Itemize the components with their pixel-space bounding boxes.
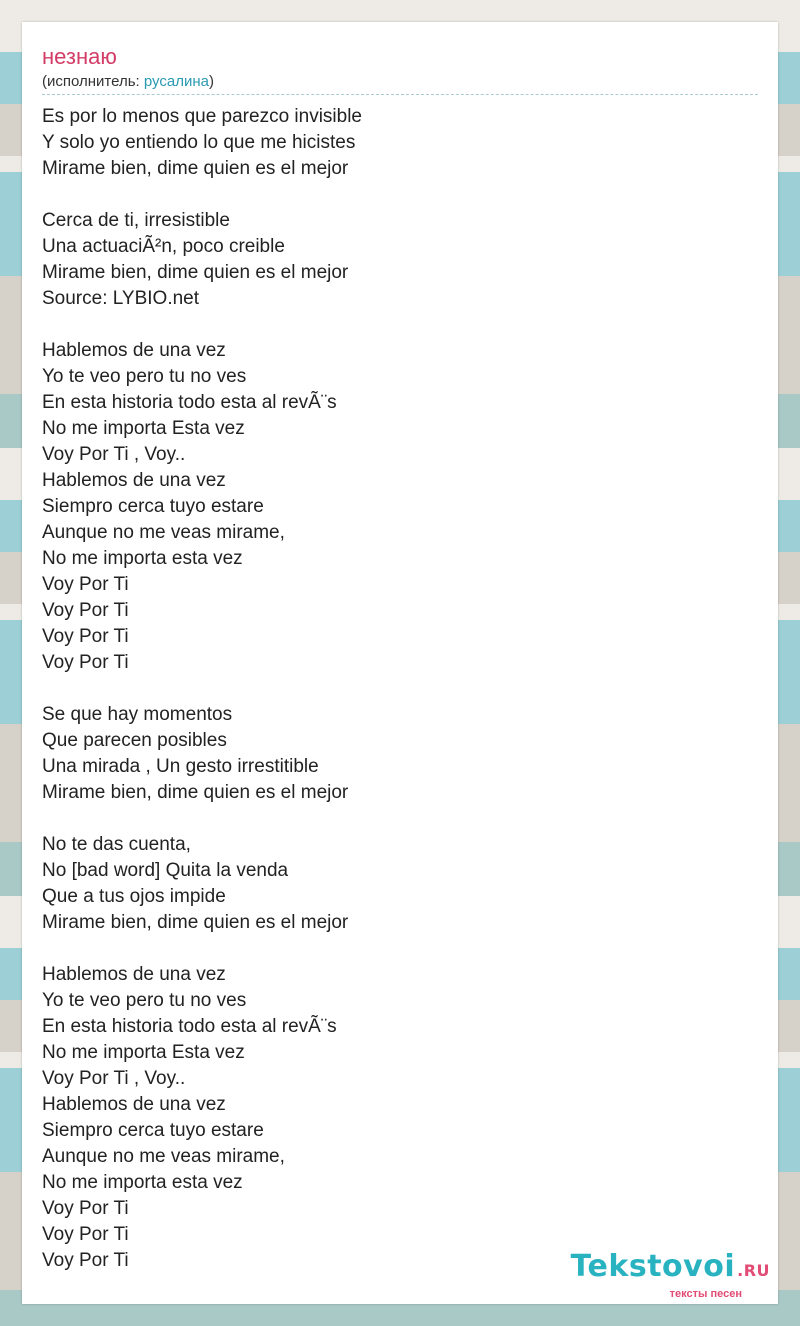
lyric-line	[42, 806, 758, 832]
lyric-line: Mirame bien, dime quien es el mejor	[42, 912, 349, 933]
lyric-line: Yo te veo pero tu no ves	[42, 990, 247, 1011]
logo-wordmark	[571, 1250, 770, 1288]
lyric-line: Una actuaciÃ²n, poco creible	[42, 236, 285, 257]
lyric-line	[42, 312, 758, 338]
lyric-line: Voy Por Ti	[42, 600, 129, 621]
lyric-line: Siempro cerca tuyo estare	[42, 496, 264, 517]
lyric-line: Mirame bien, dime quien es el mejor	[42, 782, 349, 803]
lyric-line: Voy Por Ti	[42, 626, 129, 647]
lyric-line: En esta historia todo esta al revÃ¨s	[42, 392, 337, 413]
performer-suffix: )	[208, 73, 214, 90]
lyric-line	[42, 936, 758, 962]
song-title: незнаю	[42, 44, 117, 69]
lyric-line: Cerca de ti, irresistible	[42, 210, 230, 231]
lyrics-body	[42, 104, 758, 1274]
lyric-line	[42, 182, 758, 208]
logo-tagline: тексты песен	[669, 1288, 742, 1300]
lyric-line: Hablemos de una vez	[42, 964, 226, 985]
lyric-line: Source: LYBIO.net	[42, 288, 200, 309]
performer-link[interactable]: русалина	[143, 73, 209, 90]
lyric-line: Voy Por Ti	[42, 574, 129, 595]
lyric-line: No [bad word] Quita la venda	[42, 860, 289, 881]
lyric-line: Hablemos de una vez	[42, 1094, 226, 1115]
performer-prefix: (исполнитель:	[42, 73, 144, 90]
lyric-line: Voy Por Ti	[42, 1224, 129, 1245]
lyric-line: En esta historia todo esta al revÃ¨s	[42, 1016, 337, 1037]
lyric-line: Hablemos de una vez	[42, 340, 226, 361]
lyric-line: Es por lo menos que parezco invisible	[42, 106, 363, 127]
lyric-line: Voy Por Ti , Voy..	[42, 444, 186, 465]
lyric-line: Aunque no me veas mirame,	[42, 1146, 285, 1167]
lyric-line: Voy Por Ti , Voy..	[42, 1068, 186, 1089]
lyric-line: Voy Por Ti	[42, 1198, 129, 1219]
lyric-line: No te das cuenta,	[42, 834, 191, 855]
lyric-line: Se que hay momentos	[42, 704, 233, 725]
lyric-line: Una mirada , Un gesto irrestitible	[42, 756, 319, 777]
lyric-line: Siempro cerca tuyo estare	[42, 1120, 264, 1141]
lyric-line: Hablemos de una vez	[42, 470, 226, 491]
lyric-line: No me importa esta vez	[42, 1172, 243, 1193]
lyric-line: No me importa Esta vez	[42, 1042, 245, 1063]
lyric-line: Mirame bien, dime quien es el mejor	[42, 158, 349, 179]
lyric-line: Que a tus ojos impide	[42, 886, 226, 907]
logo-main-text: Tekstovoi	[570, 1249, 736, 1284]
logo-tld: .RU	[737, 1261, 770, 1280]
lyric-line: Mirame bien, dime quien es el mejor	[42, 262, 349, 283]
lyric-line: Y solo yo entiendo lo que me hicistes	[42, 132, 356, 153]
lyric-line: No me importa esta vez	[42, 548, 243, 569]
performer-line	[42, 72, 758, 95]
lyric-line: Voy Por Ti	[42, 1250, 129, 1271]
lyrics-card	[22, 22, 778, 1304]
lyric-line: Voy Por Ti	[42, 652, 129, 673]
lyric-line: Yo te veo pero tu no ves	[42, 366, 247, 387]
lyric-line	[42, 676, 758, 702]
lyric-line: Que parecen posibles	[42, 730, 227, 751]
lyric-line: No me importa Esta vez	[42, 418, 245, 439]
lyric-line: Aunque no me veas mirame,	[42, 522, 285, 543]
site-logo[interactable]	[571, 1250, 770, 1300]
